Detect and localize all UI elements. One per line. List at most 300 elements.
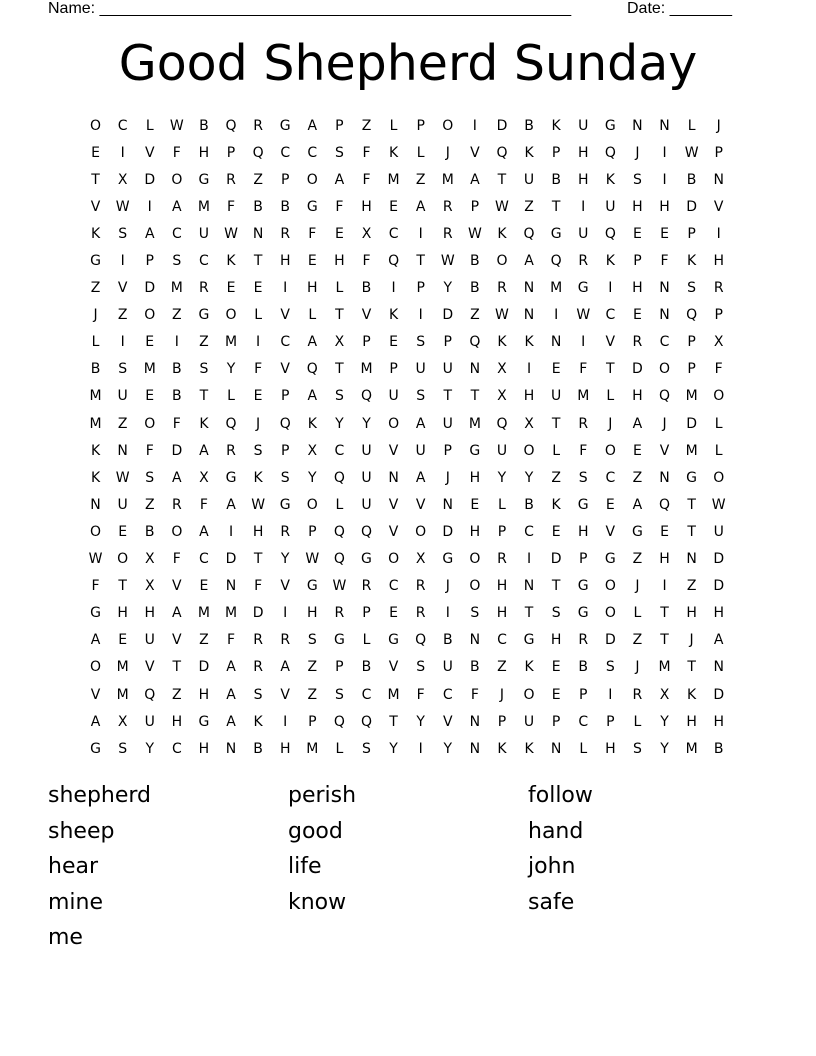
grid-letter: Y: [335, 415, 344, 432]
grid-letter: F: [226, 632, 236, 649]
grid-letter: A: [172, 605, 182, 622]
word-list-item: shepherd: [48, 783, 152, 808]
date-line: Date: _______: [627, 0, 732, 17]
grid-letter: I: [283, 605, 288, 622]
grid-letter: W: [495, 198, 509, 215]
grid-letter: F: [226, 198, 236, 215]
grid-letter: S: [416, 334, 426, 351]
grid-letter: T: [497, 171, 507, 188]
grid-letter: O: [171, 171, 183, 188]
grid-letter: Q: [279, 415, 291, 432]
grid-letter: Q: [496, 415, 508, 432]
grid-letter: Q: [252, 144, 264, 161]
grid-letter: A: [307, 334, 318, 351]
grid-letter: A: [226, 713, 236, 730]
grid-letter: Q: [415, 632, 427, 649]
grid-letter: I: [526, 551, 532, 568]
grid-letter: H: [198, 144, 210, 161]
grid-letter: Y: [416, 713, 425, 730]
grid-letter: G: [388, 632, 399, 649]
grid-letter: M: [197, 198, 210, 215]
grid-letter: T: [660, 632, 669, 649]
grid-letter: U: [523, 171, 535, 188]
grid-letter: M: [577, 388, 590, 405]
grid-letter: M: [143, 361, 156, 378]
grid-letter: K: [551, 496, 561, 513]
grid-letter: W: [332, 578, 347, 595]
grid-letter: H: [713, 713, 724, 730]
grid-letter: O: [469, 551, 481, 568]
grid-letter: B: [253, 198, 263, 215]
grid-letter: R: [497, 551, 507, 568]
grid-letter: T: [253, 253, 263, 270]
grid-letter: P: [687, 225, 696, 242]
grid-letter: R: [280, 225, 291, 242]
grid-letter: L: [416, 144, 425, 161]
grid-letter: W: [576, 307, 591, 324]
grid-letter: R: [253, 117, 263, 134]
page-title: Good Shepherd Sunday: [118, 35, 698, 92]
grid-letter: T: [199, 388, 209, 405]
grid-letter: V: [280, 686, 290, 703]
grid-letter: O: [604, 578, 616, 595]
grid-letter: U: [361, 442, 372, 459]
grid-letter: M: [116, 686, 129, 703]
grid-letter: A: [334, 171, 345, 188]
grid-letter: L: [606, 388, 615, 405]
grid-letter: B: [524, 117, 534, 134]
grid-letter: L: [714, 415, 723, 432]
grid-letter: V: [388, 496, 399, 513]
grid-letter: S: [199, 361, 209, 378]
grid-letter: S: [172, 253, 182, 270]
grid-letter: I: [120, 144, 125, 161]
word-list-item: sheep: [48, 818, 115, 844]
grid-letter: P: [443, 334, 452, 351]
grid-letter: Q: [333, 551, 345, 568]
grid-letter: K: [524, 334, 534, 351]
grid-letter: W: [224, 225, 238, 242]
grid-letter: A: [415, 469, 426, 486]
grid-letter: L: [714, 442, 723, 459]
grid-letter: S: [632, 740, 642, 757]
grid-letter: X: [144, 551, 155, 568]
grid-letter: L: [552, 442, 561, 459]
grid-letter: N: [550, 334, 562, 351]
grid-letter: H: [686, 713, 697, 730]
grid-letter: E: [551, 361, 561, 378]
grid-letter: K: [388, 307, 399, 324]
grid-letter: N: [659, 280, 670, 297]
grid-letter: W: [711, 496, 726, 513]
grid-letter: M: [360, 361, 373, 378]
grid-letter: M: [116, 659, 129, 676]
grid-letter: U: [496, 442, 508, 459]
grid-letter: N: [523, 307, 535, 324]
grid-letter: V: [388, 523, 399, 540]
grid-letter: H: [279, 253, 291, 270]
grid-letter: U: [388, 388, 399, 405]
grid-letter: Z: [307, 686, 318, 703]
header: [48, 0, 748, 20]
grid-letter: S: [253, 442, 263, 459]
grid-letter: F: [579, 442, 588, 459]
grid-letter: S: [416, 388, 426, 405]
grid-letter: L: [633, 713, 642, 730]
grid-letter: G: [90, 253, 101, 270]
grid-letter: J: [445, 578, 450, 595]
grid-letter: E: [199, 578, 209, 595]
grid-letter: H: [252, 523, 264, 540]
grid-letter: I: [472, 117, 477, 134]
grid-letter: F: [308, 225, 317, 242]
word-list-item: mine: [48, 889, 104, 915]
grid-letter: C: [605, 307, 616, 324]
grid-letter: O: [90, 117, 102, 134]
grid-letter: U: [117, 496, 128, 513]
grid-letter: E: [632, 307, 642, 324]
grid-letter: E: [145, 388, 155, 405]
grid-letter: H: [713, 253, 724, 270]
grid-letter: H: [577, 523, 589, 540]
grid-letter: Y: [443, 740, 453, 757]
grid-letter: R: [442, 198, 453, 215]
grid-letter: O: [713, 469, 725, 486]
grid-letter: Q: [659, 496, 671, 513]
grid-letter: V: [470, 144, 480, 161]
grid-letter: P: [335, 659, 344, 676]
grid-letter: S: [118, 740, 128, 757]
grid-letter: S: [334, 686, 344, 703]
grid-letter: T: [606, 361, 615, 378]
grid-letter: O: [171, 523, 183, 540]
grid-letter: A: [470, 171, 480, 188]
grid-letter: C: [334, 442, 345, 459]
grid-letter: Z: [361, 117, 372, 134]
grid-letter: A: [415, 415, 426, 432]
grid-letter: Q: [604, 144, 616, 161]
grid-letter: E: [226, 280, 236, 297]
grid-letter: V: [144, 659, 155, 676]
grid-letter: B: [280, 198, 290, 215]
grid-letter: D: [604, 632, 616, 649]
grid-letter: Y: [362, 415, 371, 432]
grid-letter: B: [470, 280, 480, 297]
grid-letter: N: [252, 225, 264, 242]
grid-letter: D: [496, 117, 508, 134]
grid-letter: C: [171, 740, 182, 757]
grid-letter: T: [416, 253, 425, 270]
grid-letter: N: [225, 578, 237, 595]
grid-letter: G: [631, 523, 643, 540]
grid-letter: V: [117, 280, 128, 297]
grid-letter: F: [254, 578, 263, 595]
grid-letter: Z: [172, 686, 182, 703]
grid-letter: E: [118, 523, 128, 540]
grid-letter: A: [307, 388, 318, 405]
grid-letter: O: [713, 388, 725, 405]
grid-letter: Q: [225, 415, 237, 432]
grid-letter: W: [88, 551, 103, 568]
grid-letter: Z: [307, 659, 318, 676]
grid-letter: W: [169, 117, 184, 134]
grid-letter: Y: [660, 740, 669, 757]
grid-letter: J: [635, 659, 640, 676]
grid-letter: I: [283, 280, 288, 297]
grid-letter: D: [252, 605, 264, 622]
grid-letter: V: [280, 361, 290, 378]
grid-letter: L: [91, 334, 100, 351]
grid-letter: Z: [551, 469, 561, 486]
grid-letter: G: [225, 469, 237, 486]
grid-letter: H: [632, 280, 643, 297]
grid-letter: N: [659, 117, 670, 134]
grid-letter: E: [660, 225, 669, 242]
grid-letter: H: [577, 171, 589, 188]
name-line: Name: _____________________________________________________: [48, 0, 572, 17]
grid-letter: M: [387, 171, 400, 188]
grid-letter: G: [198, 307, 210, 324]
grid-letter: Y: [497, 469, 507, 486]
grid-letter: F: [335, 198, 344, 215]
grid-letter: M: [550, 280, 563, 297]
grid-letter: I: [608, 280, 613, 297]
grid-letter: C: [361, 686, 372, 703]
grid-letter: A: [524, 253, 534, 270]
grid-letter: G: [306, 198, 318, 215]
grid-letter: A: [280, 659, 290, 676]
grid-letter: O: [659, 361, 671, 378]
grid-letter: J: [256, 415, 261, 432]
grid-letter: K: [524, 740, 534, 757]
grid-letter: U: [198, 225, 210, 242]
grid-letter: U: [415, 442, 426, 459]
grid-letter: R: [253, 659, 263, 676]
grid-letter: R: [253, 632, 263, 649]
grid-letter: Z: [524, 198, 534, 215]
grid-letter: V: [605, 334, 616, 351]
grid-letter: C: [307, 144, 318, 161]
grid-letter: N: [117, 442, 128, 459]
grid-letter: H: [469, 469, 481, 486]
grid-letter: U: [415, 361, 426, 378]
grid-letter: X: [497, 361, 507, 378]
grid-letter: K: [497, 334, 507, 351]
grid-letter: E: [91, 144, 100, 161]
grid-letter: Q: [333, 523, 345, 540]
grid-letter: Q: [360, 523, 372, 540]
grid-letter: H: [334, 253, 345, 270]
grid-letter: E: [389, 334, 398, 351]
grid-letter: H: [307, 605, 318, 622]
grid-letter: N: [713, 659, 724, 676]
grid-letter: E: [551, 686, 561, 703]
grid-letter: X: [144, 578, 155, 595]
grid-letter: O: [604, 605, 616, 622]
grid-letter: Q: [388, 253, 400, 270]
grid-letter: P: [335, 117, 344, 134]
grid-letter: P: [714, 307, 723, 324]
grid-letter: L: [389, 117, 398, 134]
grid-letter: O: [523, 442, 535, 459]
grid-letter: U: [361, 496, 372, 513]
grid-letter: M: [306, 740, 319, 757]
grid-letter: T: [687, 659, 696, 676]
grid-letter: L: [498, 496, 506, 513]
grid-letter: G: [550, 225, 562, 242]
grid-letter: Z: [497, 659, 507, 676]
grid-letter: H: [117, 605, 128, 622]
grid-letter: Z: [632, 632, 643, 649]
grid-letter: G: [90, 605, 101, 622]
grid-letter: P: [633, 253, 642, 270]
grid-letter: O: [306, 496, 318, 513]
grid-letter: Y: [524, 469, 534, 486]
grid-letter: F: [91, 578, 100, 595]
grid-letter: U: [578, 225, 589, 242]
grid-letter: H: [686, 605, 697, 622]
grid-letter: E: [632, 442, 642, 459]
grid-letter: I: [283, 713, 288, 730]
grid-letter: C: [497, 632, 507, 649]
grid-letter: U: [117, 388, 128, 405]
grid-letter: D: [713, 551, 725, 568]
grid-letter: F: [470, 686, 479, 703]
grid-letter: I: [608, 686, 613, 703]
grid-letter: R: [361, 578, 372, 595]
grid-letter: D: [171, 442, 183, 459]
grid-letter: Z: [117, 307, 128, 324]
grid-letter: V: [172, 632, 182, 649]
grid-letter: C: [280, 144, 291, 161]
grid-letter: C: [117, 117, 128, 134]
grid-letter: Q: [469, 334, 481, 351]
grid-letter: J: [608, 415, 613, 432]
grid-letter: H: [550, 632, 562, 649]
word-list-item: john: [528, 854, 576, 880]
grid-letter: S: [416, 659, 426, 676]
grid-letter: G: [279, 496, 291, 513]
grid-letter: S: [362, 740, 371, 757]
grid-letter: X: [659, 686, 670, 703]
grid-letter: Y: [443, 280, 453, 297]
grid-letter: K: [253, 469, 263, 486]
grid-letter: V: [172, 578, 182, 595]
grid-letter: Y: [660, 713, 669, 730]
grid-letter: Q: [306, 361, 318, 378]
grid-letter: C: [605, 469, 616, 486]
grid-letter: Q: [686, 307, 698, 324]
grid-letter: O: [90, 659, 102, 676]
grid-letter: H: [577, 144, 589, 161]
grid-letter: X: [524, 415, 534, 432]
grid-letter: B: [470, 659, 480, 676]
grid-letter: E: [389, 198, 398, 215]
grid-letter: W: [440, 253, 455, 270]
grid-letter: L: [633, 605, 642, 622]
grid-letter: B: [172, 361, 182, 378]
grid-letter: D: [550, 551, 562, 568]
grid-letter: B: [442, 632, 453, 649]
grid-letter: D: [713, 578, 725, 595]
grid-letter: V: [361, 307, 372, 324]
grid-letter: G: [577, 578, 589, 595]
grid-letter: I: [256, 334, 261, 351]
grid-letter: F: [172, 415, 181, 432]
grid-letter: A: [199, 523, 209, 540]
grid-letter: E: [145, 334, 155, 351]
grid-letter: H: [496, 605, 508, 622]
grid-letter: A: [90, 713, 101, 730]
grid-letter: O: [144, 307, 156, 324]
grid-letter: C: [171, 225, 182, 242]
grid-letter: C: [442, 686, 453, 703]
grid-letter: V: [144, 144, 155, 161]
grid-letter: R: [334, 605, 345, 622]
grid-letter: T: [551, 578, 561, 595]
grid-letter: L: [227, 388, 235, 405]
grid-letter: G: [333, 632, 345, 649]
grid-letter: H: [198, 740, 210, 757]
grid-letter: S: [280, 469, 290, 486]
grid-letter: D: [686, 415, 697, 432]
grid-letter: F: [362, 144, 371, 161]
grid-letter: D: [442, 307, 454, 324]
grid-letter: X: [117, 713, 128, 730]
grid-letter: G: [90, 740, 101, 757]
grid-letter: S: [307, 632, 317, 649]
grid-letter: O: [523, 686, 535, 703]
grid-letter: M: [387, 686, 400, 703]
grid-letter: P: [145, 253, 154, 270]
grid-letter: Z: [117, 415, 128, 432]
grid-letter: K: [497, 740, 507, 757]
grid-letter: P: [362, 605, 371, 622]
grid-letter: O: [388, 551, 400, 568]
grid-letter: U: [144, 713, 155, 730]
grid-letter: R: [171, 496, 182, 513]
grid-letter: I: [662, 578, 667, 595]
grid-letter: R: [226, 171, 236, 188]
grid-letter: P: [579, 686, 588, 703]
grid-letter: D: [225, 551, 237, 568]
grid-letter: O: [442, 117, 454, 134]
grid-letter: B: [90, 361, 101, 378]
grid-letter: L: [145, 117, 154, 134]
grid-letter: B: [713, 740, 724, 757]
grid-letter: D: [713, 686, 725, 703]
grid-letter: B: [578, 659, 589, 676]
grid-letter: H: [307, 280, 318, 297]
grid-letter: A: [632, 496, 643, 513]
grid-letter: P: [606, 713, 615, 730]
grid-letter: K: [90, 225, 101, 242]
grid-letter: H: [713, 605, 724, 622]
grid-letter: T: [687, 523, 696, 540]
grid-letter: C: [659, 334, 670, 351]
word-list-item: life: [288, 854, 322, 880]
grid-letter: D: [442, 523, 454, 540]
grid-letter: E: [253, 280, 263, 297]
grid-letter: D: [632, 361, 643, 378]
grid-letter: A: [226, 496, 236, 513]
grid-letter: I: [418, 225, 423, 242]
grid-letter: I: [581, 198, 586, 215]
grid-letter: H: [496, 578, 508, 595]
grid-letter: B: [144, 523, 155, 540]
grid-letter: U: [442, 659, 453, 676]
grid-letter: K: [90, 442, 101, 459]
